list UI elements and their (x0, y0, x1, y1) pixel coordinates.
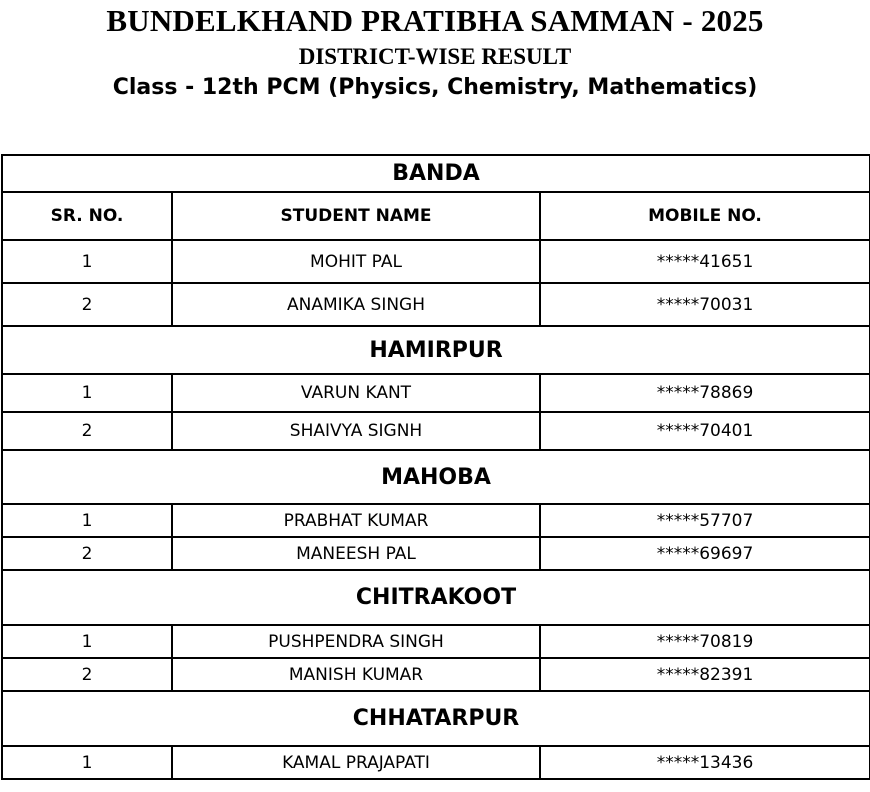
district-name: CHITRAKOOT (2, 570, 870, 625)
district-name: BANDA (2, 155, 870, 192)
district-name: CHHATARPUR (2, 691, 870, 746)
sr-no-cell: 2 (2, 537, 172, 570)
student-name-cell: KAMAL PRAJAPATI (172, 746, 540, 779)
sr-no-cell: 1 (2, 374, 172, 412)
student-name-cell: SHAIVYA SIGNH (172, 412, 540, 450)
column-header-row (2, 192, 870, 240)
document-subtitle: DISTRICT-WISE RESULT (298, 44, 572, 69)
class-line: Class - 12th PCM (Physics, Chemistry, Mathematics) (112, 75, 758, 100)
student-name-cell: MOHIT PAL (172, 240, 540, 283)
mobile-no-cell: *****70819 (540, 625, 870, 658)
sr-no-cell: 1 (2, 504, 172, 537)
student-name-cell: MANISH KUMAR (172, 658, 540, 691)
district-row-banda (2, 155, 870, 192)
table-row (2, 374, 870, 412)
sr-no-cell: 1 (2, 746, 172, 779)
document-title: BUNDELKHAND PRATIBHA SAMMAN - 2025 (106, 3, 764, 38)
student-name-cell: VARUN KANT (172, 374, 540, 412)
sr-no-cell: 1 (2, 625, 172, 658)
table-row (2, 658, 870, 691)
mobile-no-cell: *****78869 (540, 374, 870, 412)
district-row-hamirpur (2, 326, 870, 374)
district-row-chitrakoot (2, 570, 870, 625)
result-table (1, 154, 870, 780)
mobile-no-cell: *****70031 (540, 283, 870, 326)
student-name-cell: MANEESH PAL (172, 537, 540, 570)
table-row (2, 240, 870, 283)
district-name: HAMIRPUR (2, 326, 870, 374)
sr-no-cell: 1 (2, 240, 172, 283)
student-name-cell: ANAMIKA SINGH (172, 283, 540, 326)
student-name-cell: PRABHAT KUMAR (172, 504, 540, 537)
document-header (0, 5, 870, 103)
district-name: MAHOBA (2, 450, 870, 504)
sr-no-cell: 2 (2, 412, 172, 450)
table-row (2, 283, 870, 326)
mobile-no-cell: *****41651 (540, 240, 870, 283)
column-header-mobile-no: MOBILE NO. (540, 192, 870, 240)
district-row-chhatarpur (2, 691, 870, 746)
mobile-no-cell: *****69697 (540, 537, 870, 570)
district-row-mahoba (2, 450, 870, 504)
mobile-no-cell: *****82391 (540, 658, 870, 691)
sr-no-cell: 2 (2, 283, 172, 326)
table-row (2, 537, 870, 570)
student-name-cell: PUSHPENDRA SINGH (172, 625, 540, 658)
column-header-student-name: STUDENT NAME (172, 192, 540, 240)
table-row (2, 746, 870, 779)
table-row (2, 504, 870, 537)
sr-no-cell: 2 (2, 658, 172, 691)
mobile-no-cell: *****70401 (540, 412, 870, 450)
mobile-no-cell: *****13436 (540, 746, 870, 779)
table-row (2, 625, 870, 658)
table-row (2, 412, 870, 450)
column-header-sr-no: SR. NO. (2, 192, 172, 240)
mobile-no-cell: *****57707 (540, 504, 870, 537)
